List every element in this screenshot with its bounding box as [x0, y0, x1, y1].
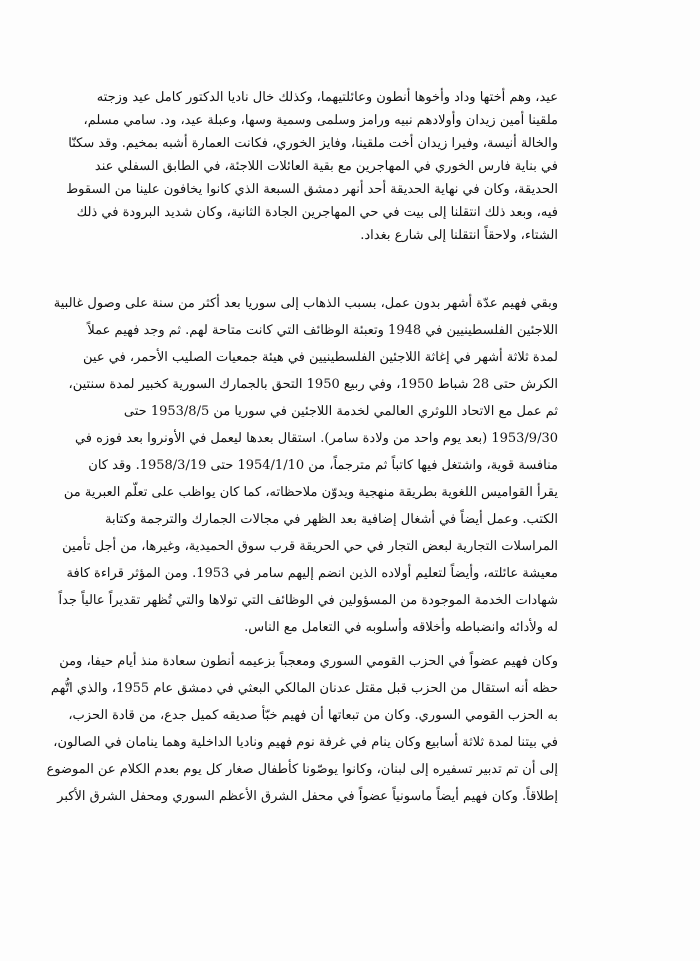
text-line: في بيتنا لمدة ثلاثة أسابيع وكان ينام في غرفة نوم فهيم وناديا الداخلية وهما ينامان في الصالون،	[53, 735, 558, 750]
text-line: ثم عمل مع الاتحاد اللوثري العالمي لخدمة اللاجئين في سوريا من 1953/8/5 حتى	[123, 404, 558, 419]
text-line: عيد، وهم أختها وداد وأخوها أنطون وعائلتيهما، وكذلك خال ناديا الدكتور كامل عيد وزجته	[96, 90, 558, 105]
text-line: الكرش حتى 28 شباط 1950، وفي ربيع 1950 التحق بالجمارك السورية كخبير لمدة سنتين،	[68, 377, 558, 392]
text-line: شهادات الخدمة الموجودة من المسؤولين في الوظائف التي تولاها والتي تُظهر تقديراً عالياً جداً	[58, 593, 558, 608]
paragraph-party-membership	[46, 648, 558, 810]
text-line: في بناية فارس الخوري في المهاجرين مع بقية العائلات اللاجئة، في الطابق السفلي عند	[94, 159, 558, 174]
text-line: وكان فهيم عضواً في الحزب القومي السوري ومعجباً بزعيمه أنطون سعادة منذ أيام حيفا، ومن	[59, 654, 558, 669]
text-line: الكتب. وعمل أيضاً في أشغال إضافية بعد الظهر في مجالات الجمارك والترجمة وكتابة	[105, 512, 558, 527]
text-line: إلى أن تم تدبير تسفيره إلى لبنان، وكانوا يوصّونا كأطفال صغار كل يوم بعدم الكلام عن الموضوع	[46, 762, 558, 777]
text-line: له ولأدائه وانضباطه وأخلاقه وأسلوبه في التعامل مع الناس.	[244, 620, 558, 635]
text-line: منافسة قوية، واشتغل فيها كاتباً ثم مترجماً، من 1954/1/10 حتى 1958/3/19. وقد كان	[88, 458, 558, 473]
text-line: معيشة عائلته، وأيضاً لتعليم أولاده الذين انضم إليهم سامر في 1953. ومن المؤثر قراءة كافة	[66, 566, 558, 581]
paragraph-work-history	[53, 290, 558, 641]
text-line: الشتاء، ولاحقاً انتقلنا إلى شارع بغداد.	[360, 228, 558, 243]
text-line: وبقي فهيم عدّة أشهر بدون عمل، بسبب الذهاب إلى سوريا بعد أكثر من سنة على وصول غالبية	[53, 296, 558, 311]
text-line: 1953/9/30 (بعد يوم واحد من ولادة سامر). استقال بعدها ليعمل في الأونروا بعد فوزه في	[74, 431, 558, 446]
text-line: إطلاقاً. وكان فهيم أيضاً ماسونياً عضواً في محفل الشرق الأعظم السوري ومحفل الشرق الأكبر	[57, 789, 558, 804]
text-line: حظه أنه استقال من الحزب قبل مقتل عدنان المالكي البعثي في دمشق عام 1955، والذي اتُّهم	[50, 681, 558, 696]
text-line: لمدة ثلاثة أشهر في إغاثة اللاجئين الفلسطينيين في هيئة جمعيات الصليب الأحمر، في عين	[83, 350, 558, 365]
paragraph-family-housing	[66, 86, 558, 247]
text-line: المراسلات التجارية لبعض التجار في حي الحريقة قرب سوق الحميدية، وغيرها، من أجل تأمين	[62, 539, 558, 554]
text-line: ملقينا أمين زيدان وأولادهم نبيه ورامز وسلمى وسمية وسها، وعبلة عيد، ود. سامي مسلم،	[83, 113, 558, 128]
text-line: الحديقة، وكان في نهاية الحديقة أحد أنهر دمشق السبعة الذي كانوا يخافون علينا من السقوط	[66, 182, 558, 197]
text-line: يقرأ القواميس اللغوية بطريقة منهجية ويدوّن ملاحظاته، كما كان يواظب على تعلّم العبرية من	[63, 485, 558, 500]
text-line: به الحزب القومي السوري. وكان من تبعاتها أن فهيم خبّأ صديقه كميل جدع، من قادة الحزب،	[68, 708, 558, 723]
text-line: والخالة أنيسة، وفيرا زيدان أخت ملقينا، وفايز الخوري، فكانت العمارة أشبه بمخيم. وقد سكنّا	[68, 136, 558, 151]
text-line: اللاجئين الفلسطينيين في 1948 وتعبئة الوظائف التي كانت متاحة لهم. ثم وجد فهيم عملاً	[87, 323, 558, 338]
text-line: فيه، وبعد ذلك انتقلنا إلى بيت في حي المهاجرين الجادة الثانية، وكان شديد البرودة في ذلك	[76, 205, 558, 220]
